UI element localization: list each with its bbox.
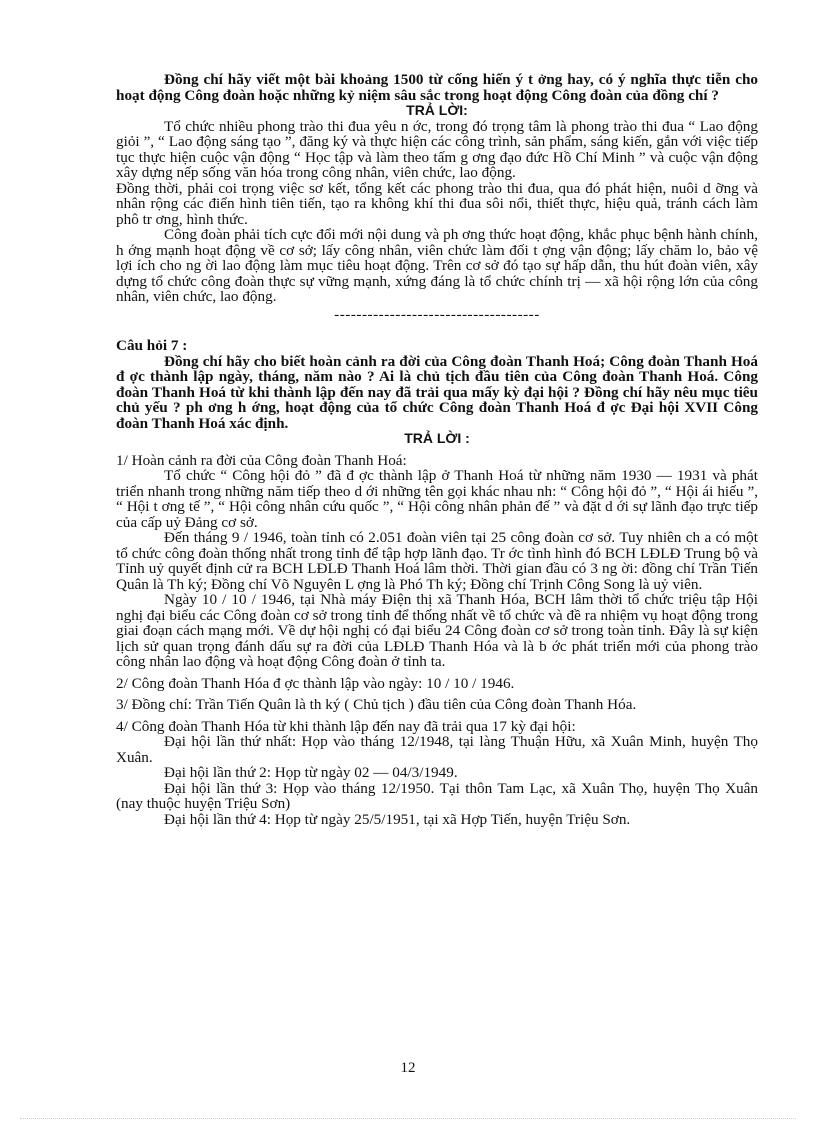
section-4-heading: 4/ Công đoàn Thanh Hóa từ khi thành lập đến nay đã trải qua 17 kỳ đại hội:: [116, 717, 576, 735]
congress-item: Đại hội lần thứ nhất: Họp vào tháng 12/1948, tại làng Thuận Hữu, xã Xuân Minh, huyện Thọ Xuân.: [116, 733, 758, 766]
section-2-text: 2/ Công đoàn Thanh Hóa đ ợc thành lập vào ngày: 10 / 10 / 1946.: [116, 674, 515, 692]
congress-item: Đại hội lần thứ 4: Họp từ ngày 25/5/1951, tại xã Hợp Tiến, huyện Triệu Sơn.: [164, 810, 631, 828]
question-7-text: Đồng chí hãy cho biết hoàn cảnh ra đời của Công đoàn Thanh Hoá; Công đoàn Thanh Hoá đ ợc thành lập ngày, tháng, năm nào ? Ai là chủ tịch đầu tiên của Công đoàn Thanh Hoá. Công đoàn Thanh Hoá từ khi thành lập đến nay đã trải qua mấy kỳ đại hội ? Đồng chí hãy nêu mục tiêu chủ yếu ? ph ơng h ớng, hoạt động của tổ chức Công đoàn Thanh Hoá đ ợc Đại hội XVII Công đoàn Thanh Hoá xác định.: [116, 352, 758, 432]
section-1-paragraph: Đến tháng 9 / 1946, toàn tỉnh có 2.051 đoàn viên tại 25 công đoàn cơ sở. Tuy nhiên ch a có một tổ chức công đoàn thống nhất trong tỉnh để tập hợp lãnh đạo. Tr ớc tình hình đó BCH LĐLĐ Trung bộ và Tỉnh uỷ quyết định cử ra BCH LĐLĐ Thanh Hoá lâm thời. Thời gian đầu có 3 ng ời: đồng chí Trần Tiến Quân là Th ký; Đồng chí Võ Nguyên L ợng là Phó Th ký; Đồng chí Trịnh Công Song là uỷ viên.: [116, 529, 758, 593]
page-bottom-border: [20, 1118, 796, 1119]
answer-paragraph: Tổ chức nhiều phong trào thi đua yêu n ớc, trong đó trọng tâm là phong trào thi đua “ Lao động giỏi ”, “ Lao động sáng tạo ”, đăng ký và thực hiện các công trình, sản phẩm, sáng kiến, gắn với việc tiếp tục thực hiện cuộc vận động “ Học tập và làm theo tấm g ơng đạo đức Hồ Chí Minh ” và cuộc vận động xây dựng nếp sống văn hóa trong công nhân, viên chức, lao động.: [116, 117, 758, 181]
section-3-text: 3/ Đồng chí: Trần Tiến Quân là th ký ( Chủ tịch ) đầu tiên của Công đoàn Thanh Hóa.: [116, 696, 637, 713]
page-content: [116, 72, 758, 827]
congress-item: Đại hội lần thứ 2: Họp từ ngày 02 — 04/3/1949.: [164, 764, 458, 781]
page-number: 12: [400, 1060, 416, 1076]
section-1-paragraph: Tổ chức “ Công hội đỏ ” đã đ ợc thành lập ở Thanh Hoá từ những năm 1930 — 1931 và phát triển nhanh trong những năm tiếp theo d ới những tên gọi khác nhau nh: “ Công hội đỏ ”, “ Hội ái hiếu ”, “ Hội t ơng tế ”, “ Hội công nhân cứu quốc ”, “ Hội công nhân phản đế ” và đặt d ới sự lãnh đạo trực tiếp của cấp uỷ Đảng cơ sở.: [116, 467, 758, 531]
question-7-label: Câu hỏi 7 :: [116, 337, 188, 354]
question-6-text: Đồng chí hãy viết một bài khoảng 1500 từ cống hiến ý t ởng hay, có ý nghĩa thực tiễn cho hoạt động Công đoàn hoặc những kỷ niệm sâu sắc trong hoạt động Công đoàn của đồng chí ?: [116, 71, 758, 104]
congress-item: Đại hội lần thứ 3: Họp vào tháng 12/1950. Tại thôn Tam Lạc, xã Xuân Thọ, huyện Thọ Xuân (nay thuộc huyện Triệu Sơn): [116, 779, 758, 812]
answer-heading: TRẢ LỜI:: [406, 102, 468, 118]
answer-heading: TRẢ LỜI :: [404, 430, 470, 446]
section-1-paragraph: Ngày 10 / 10 / 1946, tại Nhà máy Điện thị xã Thanh Hóa, BCH lâm thời tổ chức triệu tập Hội nghị đại biểu các Công đoàn cơ sở trong tỉnh để thống nhất về tổ chức và đề ra nhiệm vụ hoạt động trong giai đoạn cách mạng mới. Về dự hội nghị có đại biểu 24 Công đoàn cơ sở trong toàn tỉnh. Đây là sự kiện lịch sử quan trọng đánh dấu sự ra đời của LĐLĐ Thanh Hóa và là b ớc phát triển mới của phong trào công nhân lao động và hoạt động Công đoàn ở tỉnh ta.: [116, 591, 758, 670]
section-separator: -------------------------------------: [334, 305, 540, 323]
section-1-heading: 1/ Hoàn cảnh ra đời của Công đoàn Thanh Hoá:: [116, 451, 407, 469]
answer-paragraph: Đồng thời, phải coi trọng việc sơ kết, tổng kết các phong trào thi đua, qua đó phát hiện, nuôi d ỡng và nhân rộng các điển hình tiên tiến, tạo ra không khí thi đua sôi nổi, thiết thực, hiệu quả, tránh cách làm phô tr ơng, hình thức.: [116, 179, 758, 228]
answer-paragraph: Công đoàn phải tích cực đổi mới nội dung và ph ơng thức hoạt động, khắc phục bệnh hành chính, h ớng mạnh hoạt động về cơ sở; lấy công nhân, viên chức làm đối t ợng vận động; lấy chăm lo, bảo vệ lợi ích cho ng ời lao động làm mục tiêu hoạt động. Trên cơ sở đó tạo sự hấp dẫn, thu hút đoàn viên, xây dựng tổ chức công đoàn thực sự vững mạnh, xứng đáng là tổ chức chính trị — xã hội rộng lớn của công nhân, viên chức, lao động.: [116, 226, 758, 305]
